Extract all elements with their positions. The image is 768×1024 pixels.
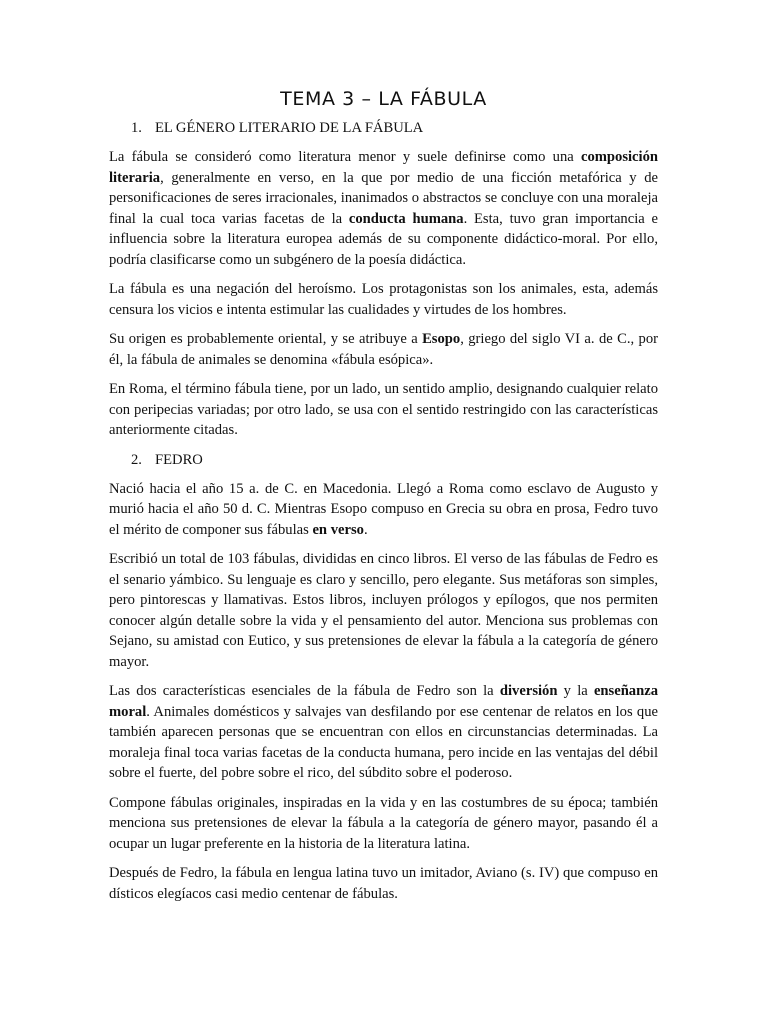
body-paragraph — [109, 793, 658, 855]
text-run: La fábula es una negación del heroísmo. Los protagonistas son los animales, esta, además censura los vicios e intenta estimular las cualidades y virtudes de los hombres. — [109, 281, 658, 318]
text-run: Escribió un total de 103 fábulas, divididas en cinco libros. El verso de las fábulas de Fedro es el senario yámbico. Su lenguaje es claro y sencillo, pero elegante. Sus metáforas son simples, pero pintorescas y llamativas. Estos libros, incluyen prólogos y epílogos, que nos permiten conocer algún detalle sobre la vida y el pensamiento del autor. Menciona sus problemas con Sejano, su amistad con Eutico, y sus pretensiones de elevar la fábula a la categoría de género mayor. — [109, 551, 658, 670]
text-run: , generalmente en verso, en la que por medio de una ficción metafórica y de personificaciones de seres irracionales, inanimados o abstractos se concluye con una moraleja final la cual toca varias facetas de la — [109, 169, 658, 227]
document-content — [109, 86, 658, 913]
text-run: Después de Fedro, la fábula en lengua latina tuvo un imitador, Aviano (s. IV) que compuso en dísticos elegíacos casi medio centenar de fábulas. — [109, 865, 658, 902]
text-run: Su origen es probablemente oriental, y se atribuye a — [109, 331, 423, 347]
text-run: . Esta, tuvo gran importancia e influencia sobre la literatura europea además de su componente didáctico-moral. Por ello, podría clasificarse como un subgénero de la poesía didáctica. — [109, 210, 659, 268]
bold-text: conducta humana — [348, 210, 464, 227]
text-run: Nació hacia el año 15 a. de C. en Macedonia. Llegó a Roma como esclavo de Augusto y murió hacia el año 50 d. C. Mientras Esopo compuso en Grecia su obra en prosa, Fedro tuvo el mérito de componer sus fábulas — [109, 480, 658, 538]
text-run: Compone fábulas originales, inspiradas en la vida y en las costumbres de su época; también menciona sus pretensiones de elevar la fábula a la categoría de género mayor, pasando él a ocupar un lugar preferente en la historia de la literatura latina. — [109, 794, 658, 852]
body-paragraph — [109, 549, 658, 672]
body-paragraph — [109, 279, 658, 320]
section-number: 2. — [131, 451, 142, 468]
section-heading-text: FEDRO — [155, 451, 203, 468]
text-run: Las dos características esenciales de la fábula de Fedro son la — [109, 683, 500, 699]
bold-text: composición literaria — [109, 149, 658, 186]
text-run: y la — [557, 683, 594, 699]
section-heading — [131, 118, 658, 138]
body-paragraph — [109, 863, 658, 904]
bold-text: Esopo — [422, 331, 461, 347]
document-title: TEMA 3 – LA FÁBULA — [280, 88, 487, 110]
body-paragraph — [109, 379, 658, 441]
text-run: En Roma, el término fábula tiene, por un lado, un sentido amplio, designando cualquier relato con peripecias variadas; por otro lado, se usa con el sentido restringido con las características anteriormente citadas. — [109, 381, 658, 438]
text-run: . — [363, 521, 368, 538]
section-heading-text: EL GÉNERO LITERARIO DE LA FÁBULA — [155, 120, 424, 136]
text-run: , griego del siglo VI a. de C., por él, la fábula de animales se denomina «fábula esópica». — [109, 331, 658, 368]
text-run: La fábula se consideró como literatura menor y suele definirse como una — [109, 149, 581, 165]
bold-text: diversión — [499, 683, 558, 699]
text-run: . Animales domésticos y salvajes van desfilando por ese centenar de relatos en los que también aparecen personas que se encuentran con ellos en circunstancias determinadas. La moraleja final toca varias facetas de la conducta humana, pero incide en las ventajas del débil sobre el fuerte, del pobre sobre el rico, del súbdito sobre el poderoso. — [109, 703, 658, 781]
body-paragraph — [109, 329, 658, 370]
body-paragraph — [109, 147, 658, 270]
section-number: 1. — [131, 120, 142, 136]
bold-text: en verso — [312, 521, 364, 538]
body-paragraph — [109, 479, 658, 541]
document-body — [109, 118, 658, 904]
section-heading — [131, 450, 658, 470]
bold-text: enseñanza moral — [109, 683, 658, 720]
body-paragraph — [109, 681, 658, 784]
